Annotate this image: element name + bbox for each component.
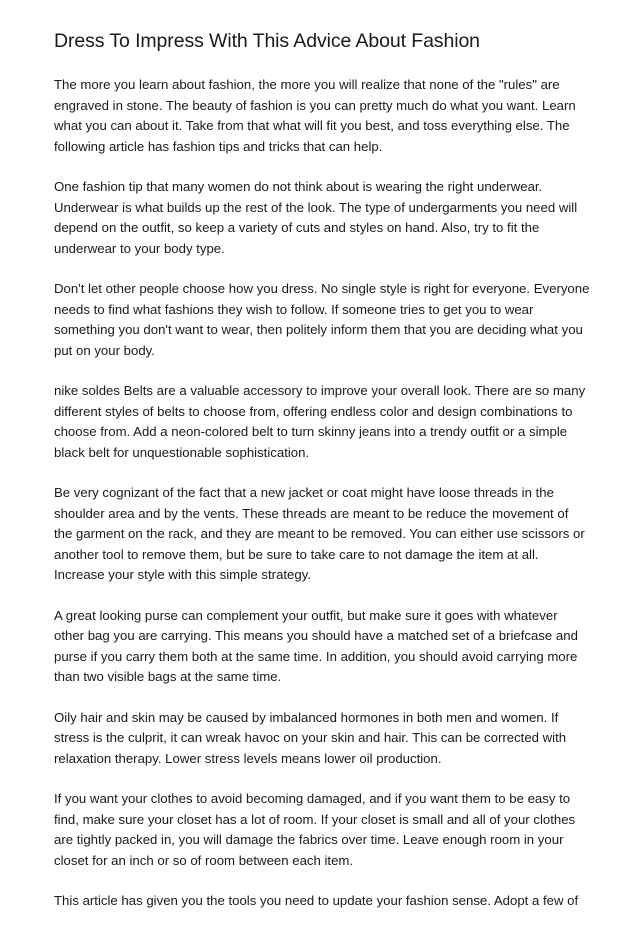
paragraph-oily-hair: Oily hair and skin may be caused by imbalanced hormones in both men and women. If stress is the culprit, it can wreak havoc on your skin and hair. This can be corrected with relaxation therapy. Lower stress levels means lower oil production. bbox=[54, 709, 567, 766]
paragraph-belts: nike soldes Belts are a valuable accessory to improve your overall look. There are so many different styles of belts to choose from, offering endless color and design combinations to choose from. Add a neon-colored belt to turn skinny jeans into a trendy outfit or a simple black belt for unquestionable sophistication. bbox=[54, 383, 586, 460]
document-page bbox=[54, 28, 590, 932]
paragraph-purse: A great looking purse can complement your outfit, but make sure it goes with whatever other bag you are carrying. This means you should have a matched set of a briefcase and purse if you carry them both at the same time. In addition, you should avoid carrying more than two visible bags at the same time. bbox=[54, 607, 578, 684]
paragraph-underwear: One fashion tip that many women do not think about is wearing the right underwear. Underwear is what builds up the rest of the look. The type of undergarments you need will depend on the outfit, so keep a variety of cuts and styles on hand. Also, try to fit the underwear to your body type. bbox=[54, 179, 578, 256]
paragraph-intro: The more you learn about fashion, the more you will realize that none of the "rules" are engraved in stone. The beauty of fashion is you can pretty much do what you want. Learn what you can about it. Take from that what will fit you best, and toss everything else. The following article has fashion tips and tricks that can help. bbox=[54, 77, 576, 154]
paragraph-loose-threads: Be very cognizant of the fact that a new jacket or coat might have loose threads in the shoulder area and by the vents. These threads are meant to be reduce the movement of the garment on the rack, and they are meant to be removed. You can either use scissors or another tool to remove them, but be sure to take care to not damage the item at all. Increase your style with this simple strategy. bbox=[54, 485, 585, 582]
paragraph-choose-dress: Don't let other people choose how you dress. No single style is right for everyone. Everyone needs to find what fashions they wish to follow. If someone tries to get you to wear something you don't want to wear, then politely inform them that you are deciding what you put on your body. bbox=[54, 281, 590, 358]
paragraph-conclusion: This article has given you the tools you need to update your fashion sense. Adopt a few of bbox=[54, 893, 579, 908]
paragraph-closet: If you want your clothes to avoid becoming damaged, and if you want them to be easy to find, make sure your closet has a lot of room. If your closet is small and all of your clothes are tightly packed in, you will damage the fabrics over time. Leave enough room in your closet for an inch or so of room between each item. bbox=[54, 791, 576, 868]
document-title: Dress To Impress With This Advice About Fashion bbox=[54, 30, 480, 52]
